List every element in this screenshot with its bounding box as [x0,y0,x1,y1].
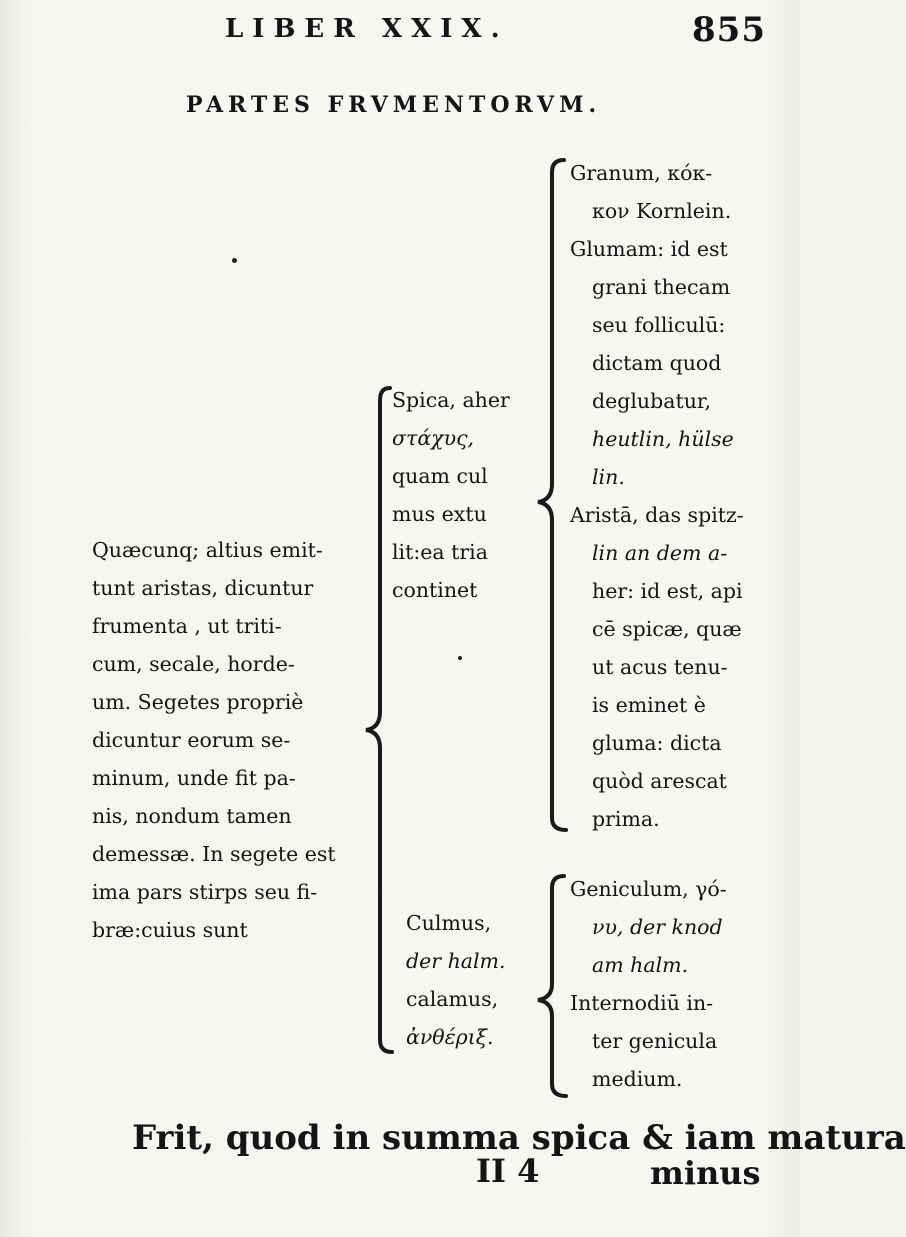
text-line: tunt aristas, dicuntur [92,576,314,600]
signature-mark: II 4 [476,1152,540,1190]
text-line: dicuntur eorum se- [92,728,291,752]
page-number: 855 [692,10,766,50]
text-line: νυ, der knod [592,915,723,939]
text-line: lin. [592,465,625,489]
text-line: am halm. [592,953,689,977]
text-line: heutlin, hülse [592,427,734,451]
text-line: lit:ea tria [392,540,488,564]
text-line: cē spicæ, quæ [592,617,742,641]
text-line: gluma: dicta [592,731,722,755]
text-line: Internodiū in- [570,991,714,1015]
text-line: Spica, aher [392,388,510,412]
text-line: um. Segetes propriè [92,690,304,714]
text-line: mus extu [392,502,487,526]
text-line: continet [392,578,478,602]
text-line: minum, unde fit pa- [92,766,296,790]
text-line: cum, secale, horde- [92,652,295,676]
text-line: ter genicula [592,1029,718,1053]
text-line: ἀνθέριξ. [406,1025,494,1049]
text-line: der halm. [406,949,506,973]
text-line: calamus, [406,987,499,1011]
text-line: dictam quod [592,351,722,375]
text-line: lin an dem a- [592,541,728,565]
running-head: LIBER XXIX. [225,14,509,44]
text-line: is eminet è [592,693,706,717]
text-line: bræ:cuius sunt [92,918,248,942]
text-line: Culmus, [406,911,492,935]
footer-text-line: Frit, quod in summa spica & iam matura [132,1118,906,1158]
text-line: frumenta , ut triti- [92,614,282,638]
text-line: grani thecam [592,275,731,299]
text-line: demessæ. In segete est [92,842,336,866]
text-line: Aristā, das spitz- [570,503,744,527]
catchword: minus [650,1154,761,1192]
section-title: PARTES FRVMENTORVM. [186,92,602,118]
text-line: quòd arescat [592,769,727,793]
text-line: Granum, κόκ- [570,161,713,185]
ink-speck [458,656,462,660]
text-line: στάχυς, [392,426,475,450]
text-line: seu folliculū: [592,313,726,337]
text-line: deglubatur, [592,389,711,413]
brace-spica [538,160,566,830]
text-line: Glumam: id est [570,237,728,261]
text-line: quam cul [392,464,488,488]
brace-culmus [538,876,566,1096]
text-line: ima pars stirps seu fi- [92,880,318,904]
text-line: prima. [592,807,660,831]
ink-speck [232,258,237,263]
text-line: Geniculum, γό- [570,877,727,901]
text-line: medium. [592,1067,683,1091]
text-line: nis, nondum tamen [92,804,292,828]
text-line: her: id est, api [592,579,743,603]
text-line: Quæcunq; altius emit- [92,538,323,562]
brace-left [366,388,392,1052]
text-line: κον Kornlein. [592,199,732,223]
text-line: ut acus tenu- [592,655,728,679]
